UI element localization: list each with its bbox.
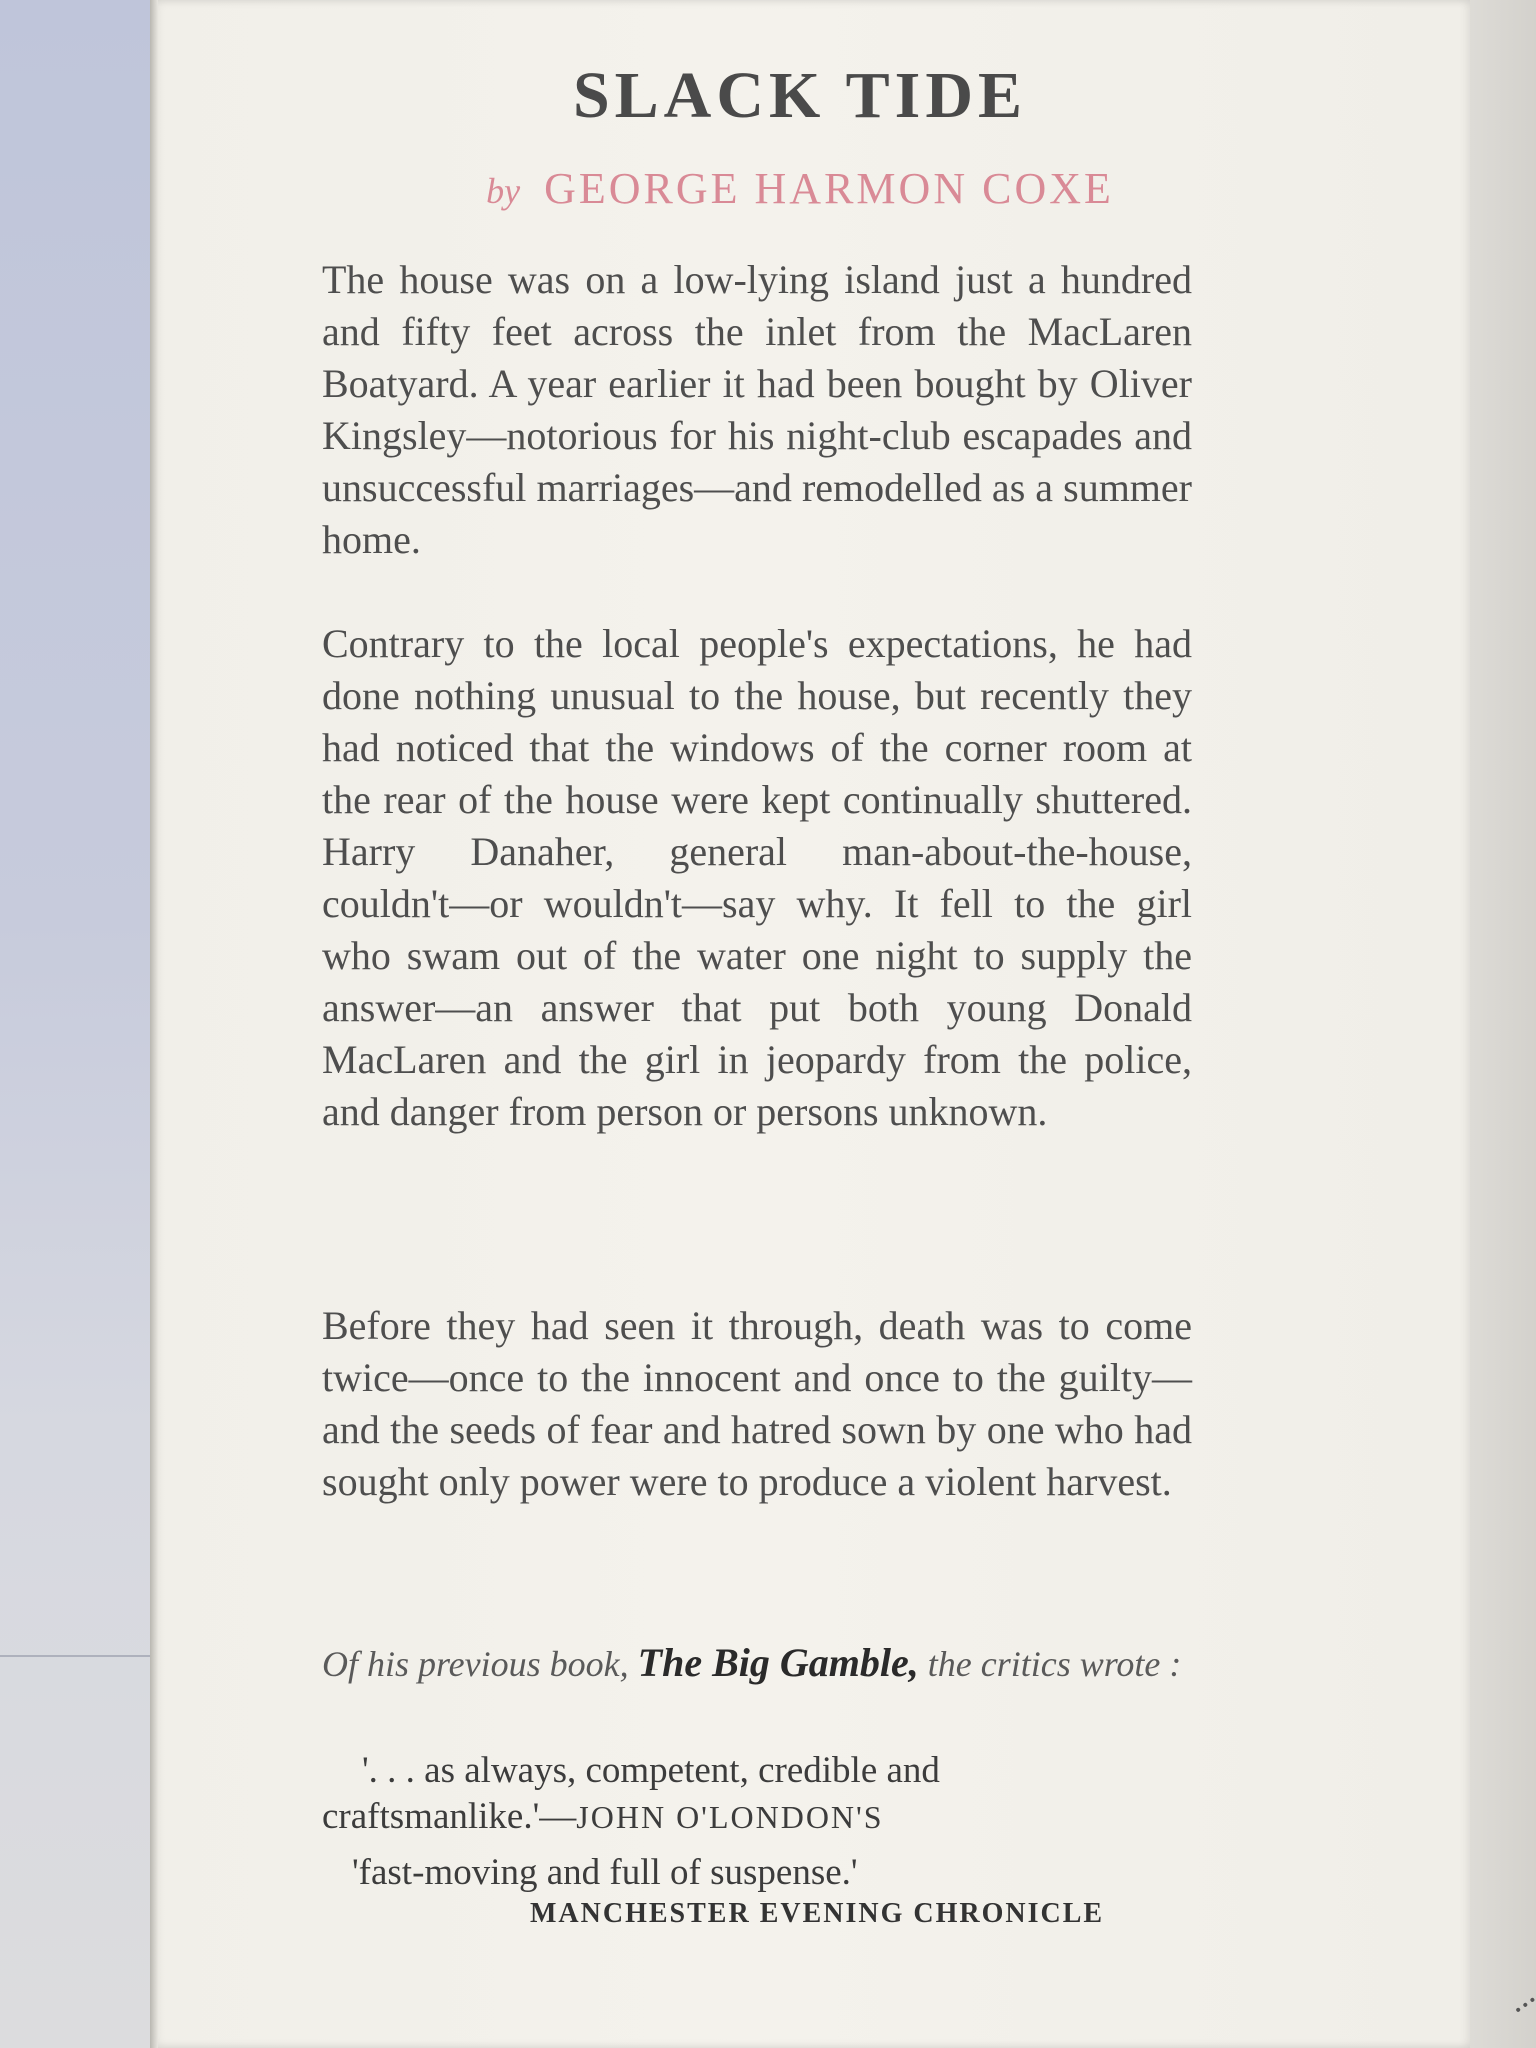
quote-text: '. . . as always, competent, credible and craftsmanlike.'— — [322, 1750, 940, 1837]
previous-outro: the critics wrote : — [927, 1644, 1182, 1684]
critic-quote-1 — [322, 1748, 1202, 1840]
previous-book-note — [322, 1640, 1202, 1687]
previous-book-title: The Big Gamble, — [637, 1640, 919, 1685]
author-name: GEORGE HARMON COXE — [544, 164, 1114, 213]
author-byline — [150, 163, 1450, 214]
background-fold — [0, 1655, 150, 1657]
blurb-paragraph-3: Before they had seen it through, death was to come twice—once to the innocent and once to the guilty—and the seeds of fear and hatred sown by one who had sought only power were to produce a violent harvest. — [322, 1303, 1192, 1504]
byline-prefix: by — [486, 171, 521, 211]
critic-quote-2 — [322, 1850, 1202, 1896]
book-title: SLACK TIDE — [572, 59, 1028, 132]
blurb-paragraph-1: The house was on a low-lying island just a hundred and fifty feet across the inlet from the MacLaren Boatyard. A year earlier it had been bought by Oliver Kingsley—notorious for his night-club escapades and unsuccessful marriages—and remodelled as a summer home. — [322, 257, 1192, 562]
background-right — [1466, 0, 1536, 2048]
blurb-paragraph-2: Contrary to the local people's expectations, he had done nothing unusual to the house, but recently they had noticed that the windows of the corner room at the rear of the house were kept continually shuttered. Harry Danaher, general man-about-the-house, couldn't—or wouldn't—say why. It fell to the girl who swam out of the water one night to supply the answer—an answer that put both young Donald MacLaren and the girl in jeopardy from the police, and danger from person or persons unknown. — [322, 621, 1192, 1134]
jacket-edge — [150, 0, 158, 2048]
book-jacket-flap — [150, 0, 1470, 2048]
quote-source: JOHN O'LONDON'S — [576, 1799, 884, 1835]
background-left — [0, 0, 150, 2048]
quote-text: 'fast-moving and full of suspense.' — [352, 1852, 858, 1893]
previous-intro: Of his previous book, — [322, 1644, 629, 1684]
quote-source: MANCHESTER EVENING CHRONICLE — [530, 1898, 1105, 1929]
